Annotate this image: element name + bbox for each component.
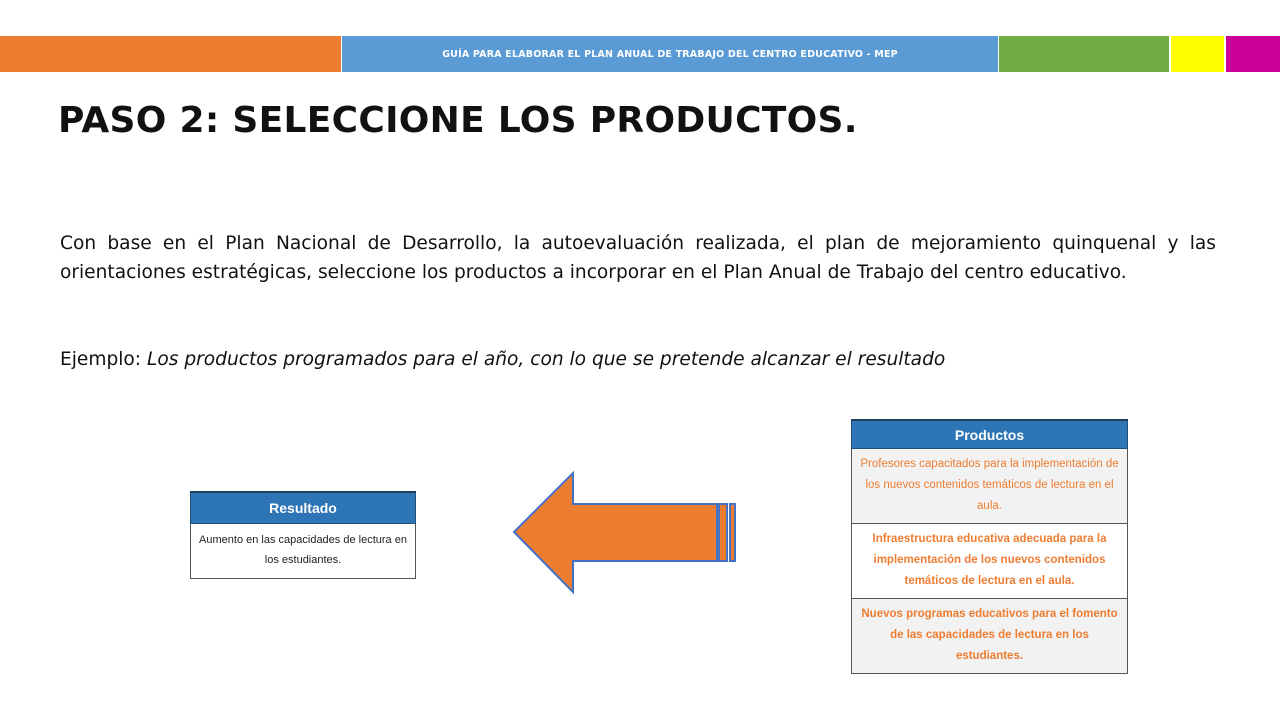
left-arrow-icon [510,470,742,596]
example-line [60,345,945,374]
guide-title: GUÍA PARA ELABORAR EL PLAN ANUAL DE TRABAJO DEL CENTRO EDUCATIVO - MEP [442,48,898,60]
resultado-header: Resultado [191,492,416,524]
resultado-cell: Aumento en las capacidades de lectura en los estudiantes. [191,524,416,579]
productos-header: Productos [852,420,1128,449]
producto-row: Profesores capacitados para la implementación de los nuevos contenidos temáticos de lectura en el aula. [852,449,1128,524]
productos-table [851,419,1128,674]
example-label: Ejemplo: [60,349,147,370]
header-band-yellow [1171,36,1224,72]
header-band-green [999,36,1169,72]
header-band-blue [342,36,998,72]
resultado-table [190,491,416,579]
producto-row: Nuevos programas educativos para el fomento de las capacidades de lectura en los estudiantes. [852,599,1128,674]
page-title: PASO 2: SELECCIONE LOS PRODUCTOS. [58,100,858,141]
example-text: Los productos programados para el año, con lo que se pretende alcanzar el resultado [147,349,946,370]
instruction-paragraph: Con base en el Plan Nacional de Desarrollo, la autoevaluación realizada, el plan de mejoramiento quinquenal y las orientaciones estratégicas, seleccione los productos a incorporar en el Plan Anual de Trabajo del centro educativo. [60,233,1216,283]
producto-row: Infraestructura educativa adecuada para la implementación de los nuevos contenidos temáticos de lectura en el aula. [852,524,1128,599]
header-band-orange [0,36,341,72]
header-band-magenta [1226,36,1280,72]
